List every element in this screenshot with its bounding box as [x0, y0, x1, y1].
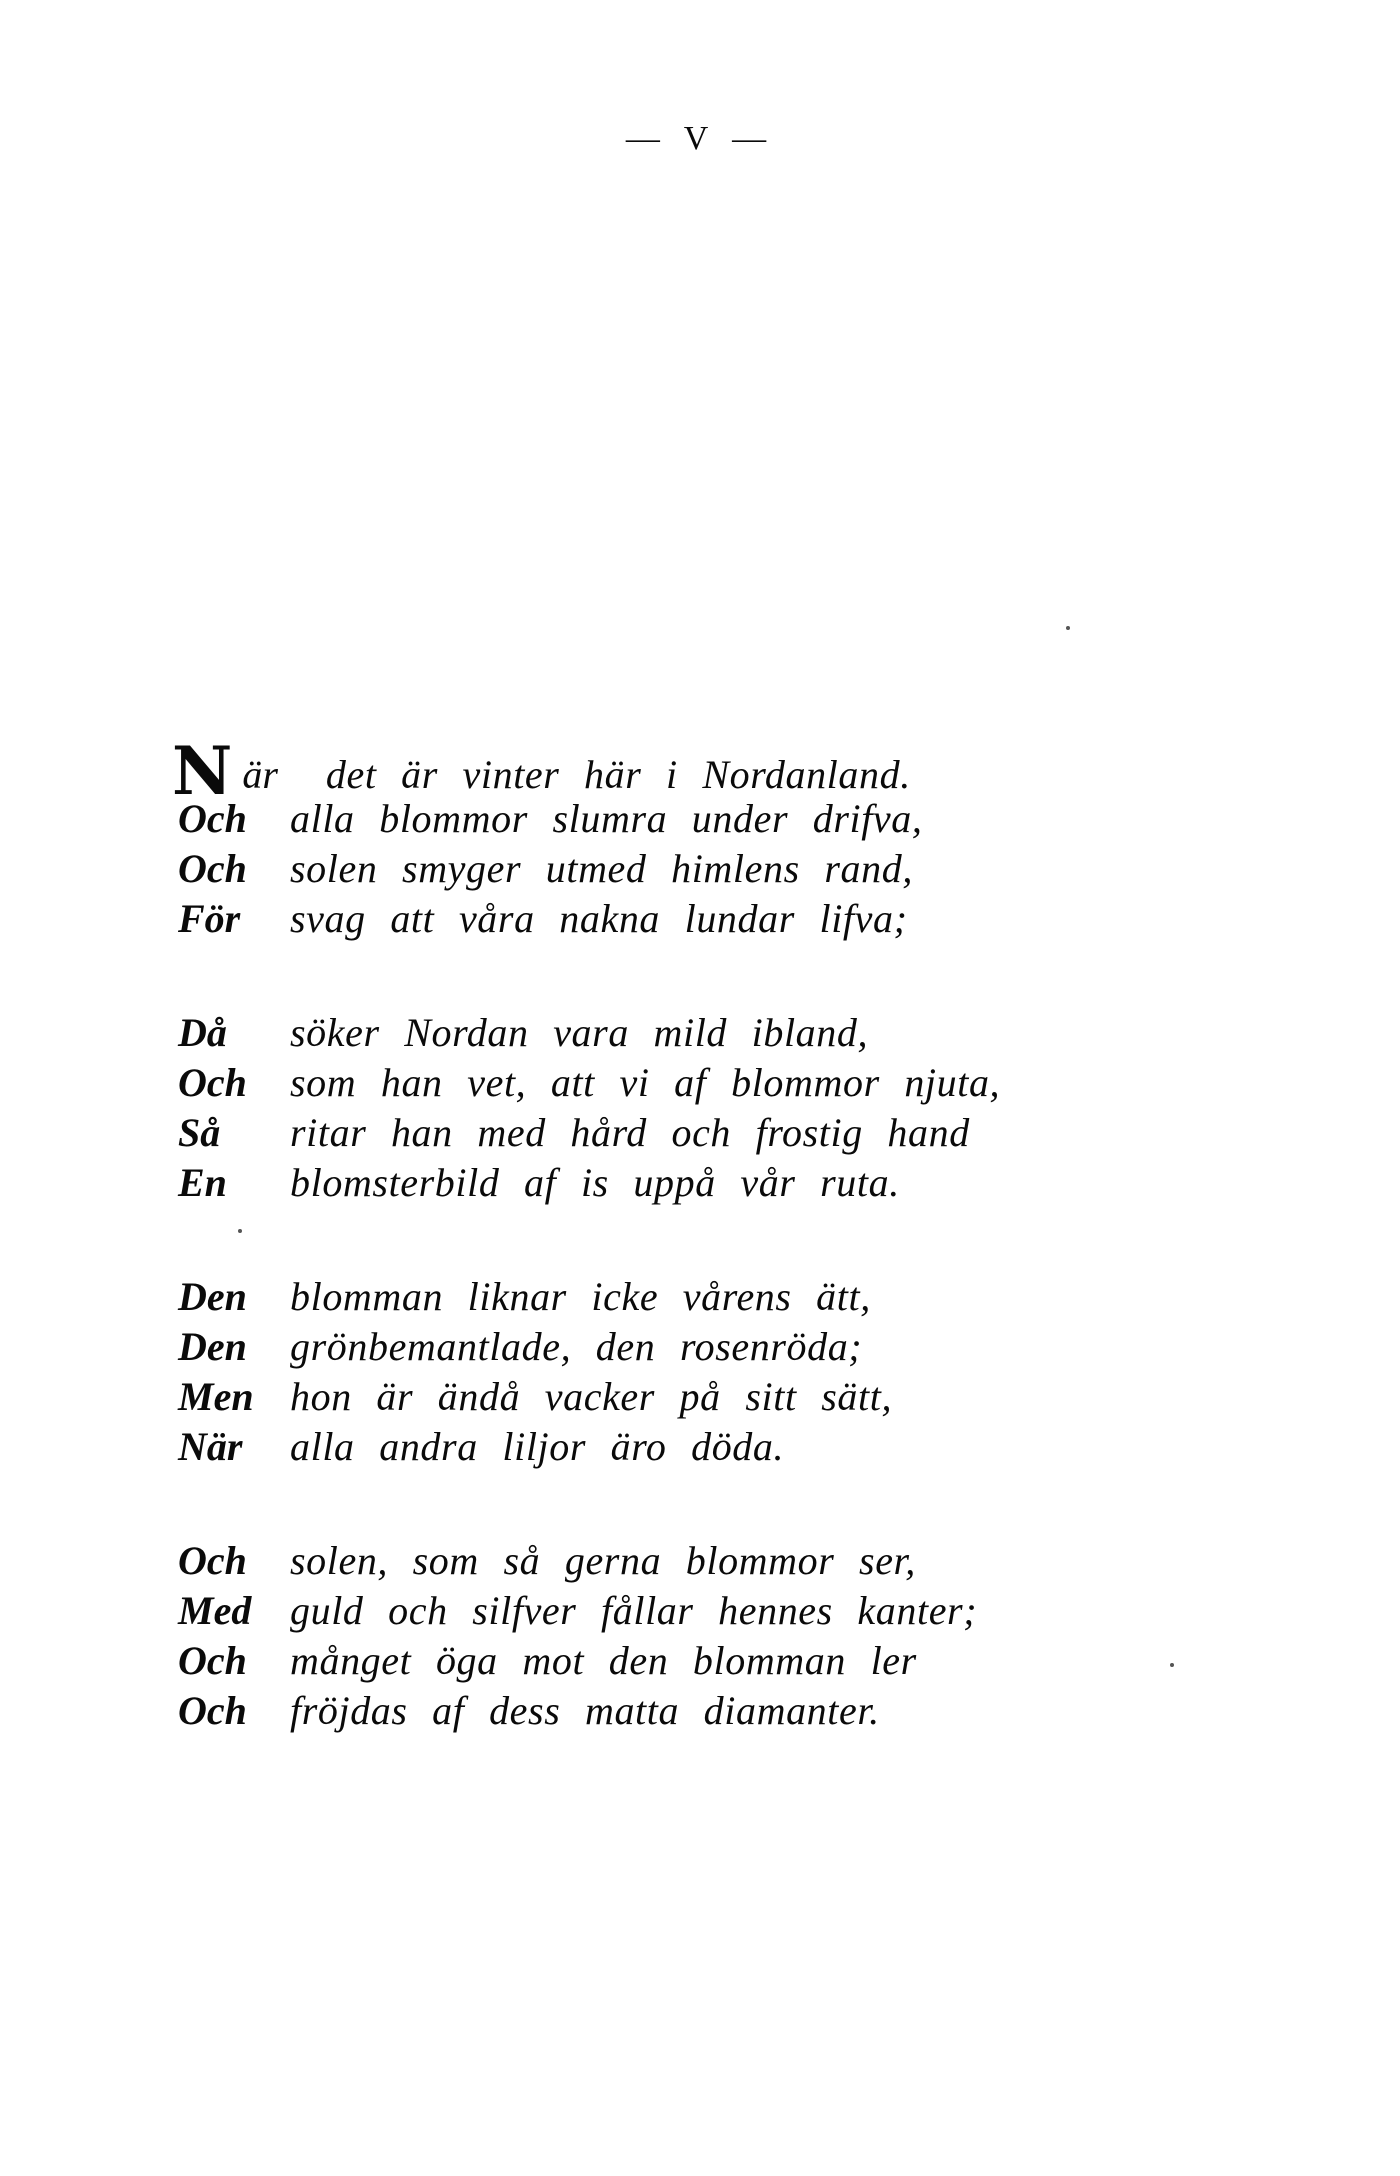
line-first-word: Men — [178, 1374, 254, 1419]
line-text: alla andra liljor äro döda. — [290, 1424, 785, 1469]
poem-line — [178, 845, 1278, 895]
line-text: som han vet, att vi af blommor njuta, — [290, 1060, 1001, 1105]
line-text: guld och silfver fållar hennes kanter; — [290, 1588, 978, 1633]
line-first-word: Då — [178, 1010, 227, 1055]
poem-line — [178, 1159, 1278, 1209]
line-first-word: En — [178, 1160, 227, 1205]
poem-line — [178, 1009, 1278, 1059]
line-text: hon är ändå vacker på sitt sätt, — [290, 1374, 893, 1419]
line-text: alla blommor slumra under drifva, — [290, 796, 923, 841]
line-first-word: Med — [178, 1588, 252, 1633]
line-text: söker Nordan vara mild ibland, — [290, 1010, 869, 1055]
stanza — [172, 732, 1278, 945]
line-text: fröjdas af dess matta diamanter. — [290, 1688, 880, 1733]
line-text: solen smyger utmed himlens rand, — [290, 846, 913, 891]
line-first-word: Och — [178, 796, 247, 841]
line-text: blomman liknar icke vårens ätt, — [290, 1274, 871, 1319]
poem-line — [178, 795, 1278, 845]
line-first-word: Den — [178, 1274, 247, 1319]
line-text: det är vinter här i Nordanland. — [325, 752, 911, 797]
page-number: — V — — [625, 120, 775, 157]
line-first-word: För — [178, 896, 241, 941]
poem-line — [178, 1273, 1278, 1323]
line-first-word: Och — [178, 1688, 247, 1733]
line-first-word: är — [242, 752, 278, 797]
line-first-word: Och — [178, 846, 247, 891]
line-first-word: Så — [178, 1110, 221, 1155]
poem — [172, 732, 1278, 1801]
line-text: ritar han med hård och frostig hand — [290, 1110, 970, 1155]
drop-cap: N — [172, 732, 233, 810]
stanza — [178, 1537, 1278, 1737]
stanza — [178, 1273, 1278, 1473]
line-first-word: När — [178, 1424, 243, 1469]
poem-line — [178, 1687, 1278, 1737]
line-first-word: Den — [178, 1324, 247, 1369]
poem-line — [172, 732, 1278, 810]
line-text: blomsterbild af is uppå vår ruta. — [290, 1160, 900, 1205]
poem-line — [178, 1059, 1278, 1109]
line-text: grönbemantlade, den rosenröda; — [290, 1324, 863, 1369]
line-first-word: Och — [178, 1060, 247, 1105]
line-first-word: Och — [178, 1538, 247, 1583]
line-first-word: Och — [178, 1638, 247, 1683]
poem-line — [178, 1323, 1278, 1373]
poem-line — [178, 1109, 1278, 1159]
paper-speck — [1170, 1663, 1174, 1667]
paper-speck — [1066, 626, 1070, 630]
poem-line — [178, 1423, 1278, 1473]
poem-line — [178, 1637, 1278, 1687]
poem-line — [178, 1537, 1278, 1587]
poem-line — [178, 1587, 1278, 1637]
poem-line — [178, 895, 1278, 945]
line-text: månget öga mot den blomman ler — [290, 1638, 917, 1683]
poem-line — [178, 1373, 1278, 1423]
paper-speck — [238, 1229, 242, 1233]
line-text: solen, som så gerna blommor ser, — [290, 1538, 916, 1583]
line-text: svag att våra nakna lundar lifva; — [290, 896, 908, 941]
stanza — [178, 1009, 1278, 1209]
